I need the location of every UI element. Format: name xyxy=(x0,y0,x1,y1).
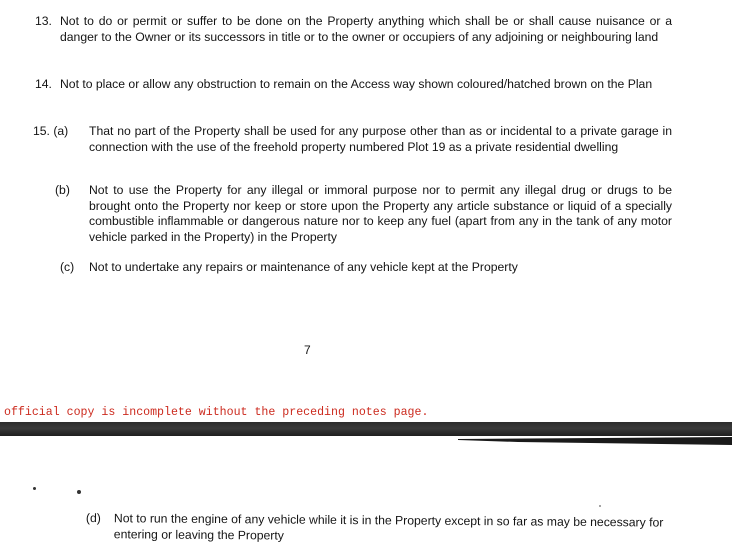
clause-number: 14. xyxy=(35,77,52,91)
official-copy-notice: official copy is incomplete without the preceding notes page. xyxy=(4,406,429,419)
clause-number: (d) xyxy=(85,511,101,526)
clause-text: Not to undertake any repairs or maintenance of any vehicle kept at the Property xyxy=(89,260,518,274)
scan-speck xyxy=(33,487,36,490)
clause-number: (b) xyxy=(55,183,70,197)
clause-text: Not to place or allow any obstruction to remain on the Access way shown coloured/hatched brown on the Plan xyxy=(60,77,653,91)
clause-number: 13. xyxy=(35,14,52,28)
clause-text: Not to do or permit or suffer to be done on the Property anything which shall be or shall cause nuisance or a danger to the Owner or its successors in title or to the owner or occupiers of any adjoining or neighbouring land xyxy=(60,14,672,44)
clause-text: Not to run the engine of any vehicle while it is in the Property except in so far as may be necessary for entering or leaving the Property xyxy=(113,511,664,543)
scan-page-divider xyxy=(0,422,732,436)
clause-number: (c) xyxy=(60,260,75,274)
clause-text: Not to use the Property for any illegal or immoral purpose nor to permit any illegal drug or drugs to be brought onto the Property nor keep or store upon the Property any article substance or liquid of a specially combustible inflammable or dangerous nature nor to keep any fuel (apart from any in the tank of any motor vehicle parked in the Property) in the Property xyxy=(89,183,672,244)
scan-speck xyxy=(77,490,81,494)
page-number: 7 xyxy=(304,343,311,357)
scan-speck xyxy=(599,505,601,507)
clause-text: That no part of the Property shall be used for any purpose other than as or incidental to a private garage in connection with the use of the freehold property numbered Plot 19 as a private residential dwelling xyxy=(89,124,672,154)
clause-15d xyxy=(85,511,701,543)
clause-number: 15. (a) xyxy=(33,124,69,138)
scan-edge-smear xyxy=(458,437,732,445)
